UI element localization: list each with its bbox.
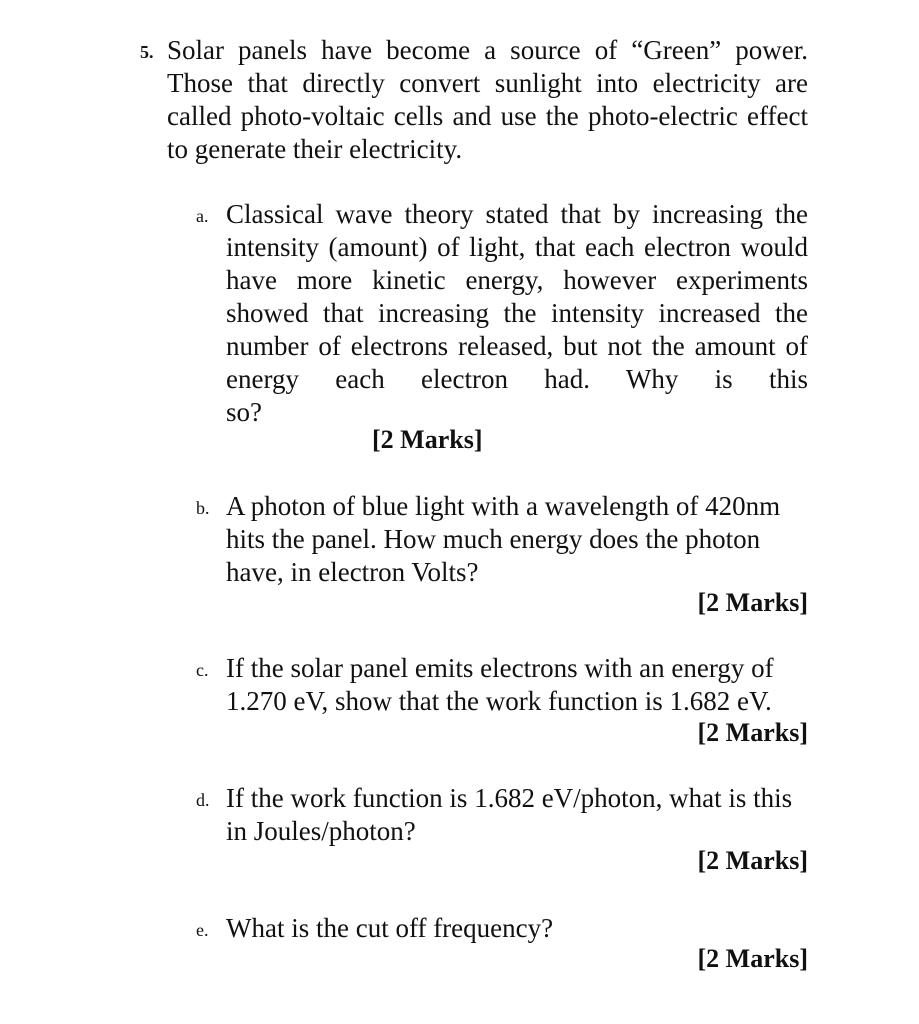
part-b-marks: [2 Marks]	[697, 588, 808, 617]
part-e-marks: [2 Marks]	[697, 944, 808, 973]
part-a	[196, 198, 808, 468]
part-b	[196, 490, 808, 630]
part-b-letter: b.	[196, 498, 210, 518]
part-a-letter: a.	[196, 206, 209, 226]
part-a-marks: [2 Marks]	[372, 425, 483, 454]
part-d	[196, 782, 808, 882]
part-e-letter: e.	[196, 920, 209, 940]
part-a-text: Classical wave theory stated that by increasing the intensity (amount) of light, that each electron would have more kinetic energy, however experiments showed that increasing the intensity increased the number of electrons released, but not the amount of energy each electron had. Why is this	[226, 199, 808, 394]
part-d-marks: [2 Marks]	[697, 846, 808, 875]
part-e	[196, 912, 808, 982]
part-c-text: If the solar panel emits electrons with an energy of 1.270 eV, show that the work function is 1.682 eV.	[226, 653, 774, 716]
part-e-text: What is the cut off frequency?	[226, 913, 554, 943]
part-d-text: If the work function is 1.682 eV/photon, what is this in Joules/photon?	[226, 783, 793, 846]
question-stem: Solar panels have become a source of “Green” power. Those that directly convert sunlight into electricity are called photo-voltaic cells and use the photo-electric effect to generate their electricity.	[167, 35, 808, 164]
part-a-text-end: so?	[226, 397, 262, 427]
part-c-letter: c.	[196, 660, 209, 680]
part-c	[196, 652, 808, 752]
part-d-letter: d.	[196, 790, 210, 810]
question-number: 5.	[140, 42, 154, 62]
question-5	[140, 34, 808, 166]
part-c-marks: [2 Marks]	[697, 718, 808, 747]
part-b-text: A photon of blue light with a wavelength of 420nm hits the panel. How much energy does the photon have, in electron Volts?	[226, 491, 781, 587]
